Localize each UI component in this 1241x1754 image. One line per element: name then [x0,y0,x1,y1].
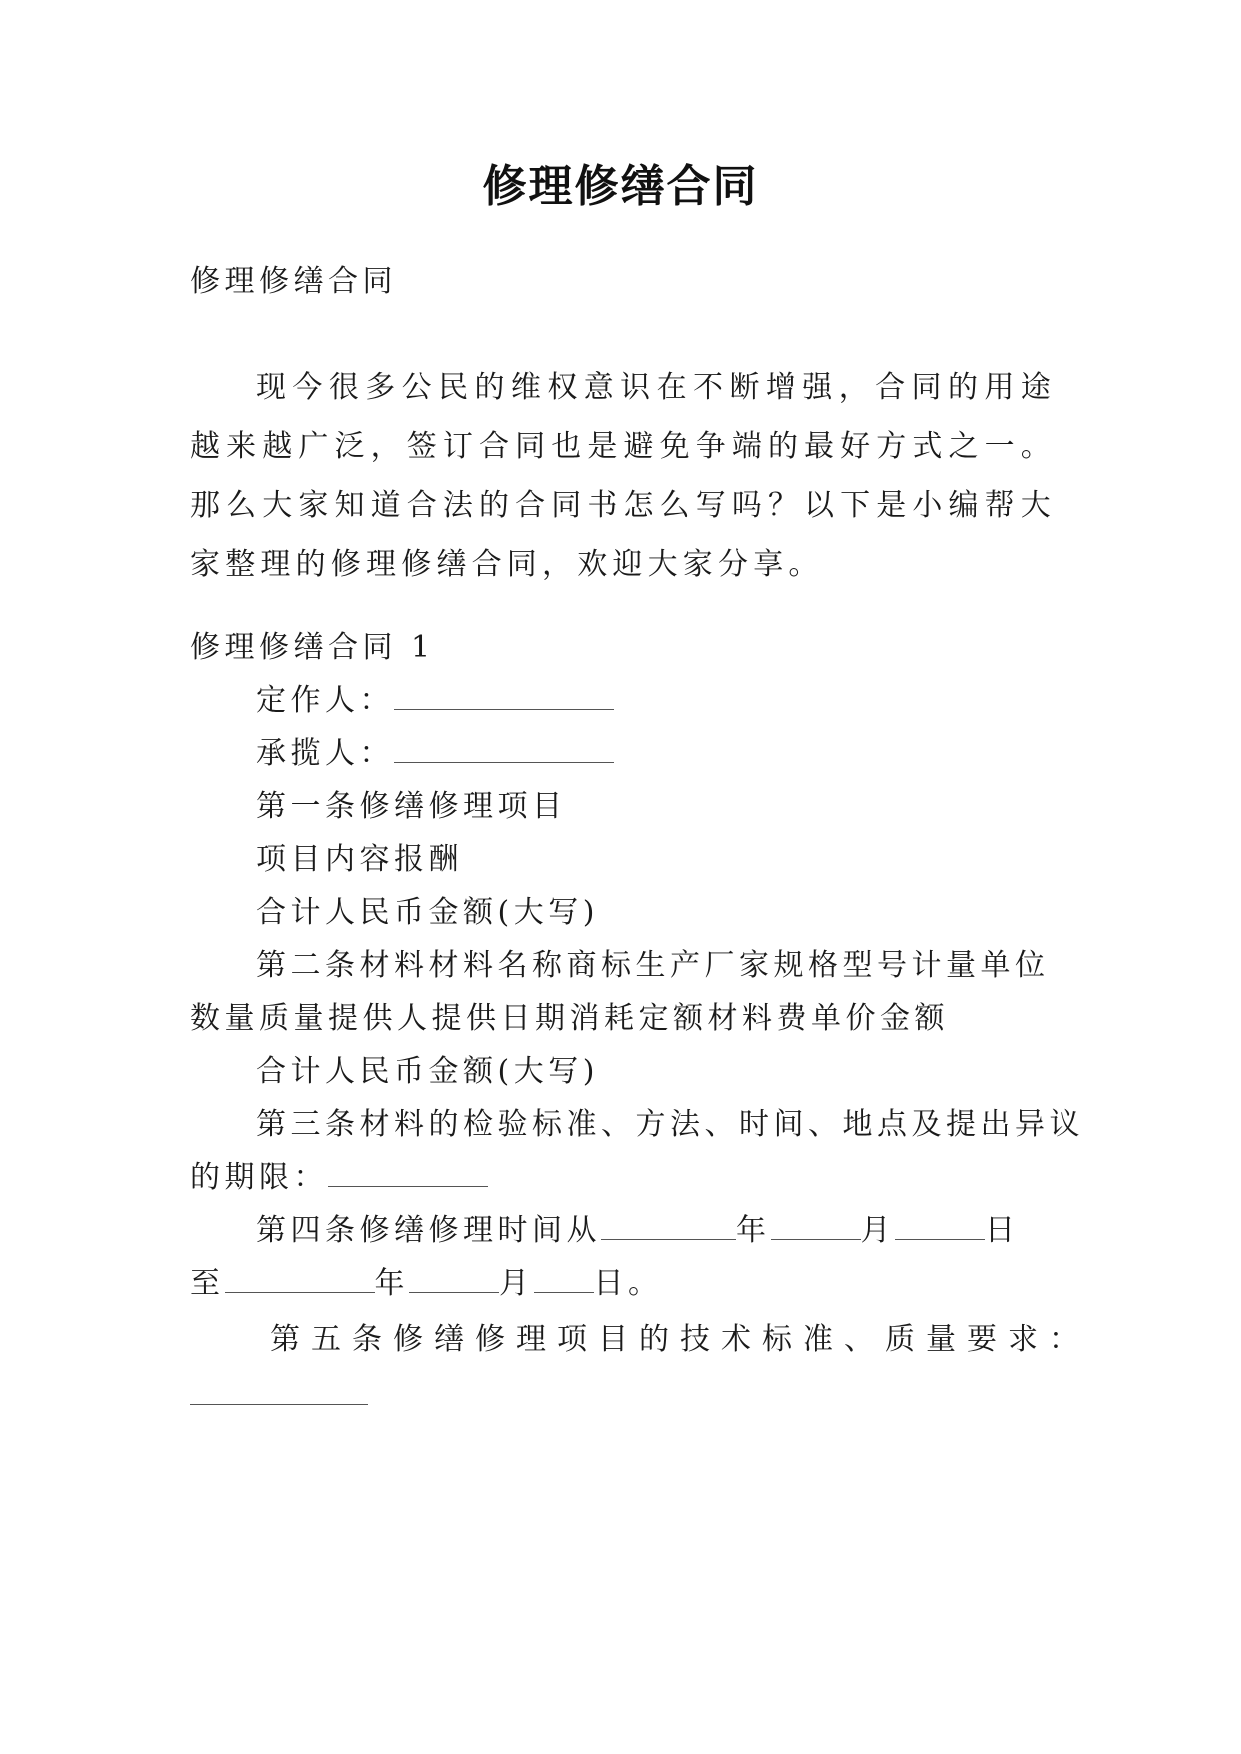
project-columns: 项目内容报酬 [256,842,463,877]
article-3-deadline-label: 的期限： [190,1160,328,1195]
end-month-label: 月 [499,1266,534,1301]
document-title: 修理修缮合同 [482,161,759,212]
end-year-blank[interactable] [225,1264,375,1293]
orderer-line [256,681,1126,721]
total-rmb-2: 合计人民币金额(大写) [256,1054,599,1089]
start-month-label: 月 [860,1213,895,1248]
orderer-label: 定作人： [256,683,394,718]
end-day-label: 日。 [593,1266,663,1301]
article-5-blank[interactable] [190,1376,368,1405]
end-year-label: 年 [374,1266,409,1301]
article-4-start-label: 第四条修缮修理时间从 [256,1213,601,1248]
contractor-line [256,734,1126,774]
article-2-line-2: 数量质量提供人提供日期消耗定额材料费单价金额 [190,1001,949,1036]
contractor-label: 承揽人： [256,736,394,771]
article-3-line-2 [190,1158,1060,1198]
total-rmb-1: 合计人民币金额(大写) [256,895,599,930]
article-4-to-label: 至 [190,1266,225,1301]
contract-heading: 修理修缮合同 1 [190,630,435,665]
article-2-line-1: 第二条材料材料名称商标生产厂家规格型号计量单位 [256,948,1050,983]
end-month-blank[interactable] [409,1264,499,1293]
article-4-line-1 [256,1211,1126,1251]
article-5-blank-line [190,1376,1060,1416]
article-3-deadline-blank[interactable] [328,1158,488,1187]
contractor-blank[interactable] [394,734,614,763]
article-3-line-1: 第三条材料的检验标准、方法、时间、地点及提出异议 [256,1107,1084,1142]
start-month-blank[interactable] [771,1211,861,1240]
document-subtitle: 修理修缮合同 [190,264,397,299]
start-day-blank[interactable] [895,1211,985,1240]
article-4-line-2 [190,1264,1060,1304]
article-1: 第一条修缮修理项目 [256,789,567,824]
start-year-label: 年 [736,1213,771,1248]
intro-paragraph: 现今很多公民的维权意识在不断增强，合同的用途越来越广泛，签订合同也是避免争端的最好方式之一。那么大家知道合法的合同书怎么写吗？以下是小编帮大家整理的修理修缮合同，欢迎大家分享。 [190,370,1056,582]
orderer-blank[interactable] [394,681,614,710]
start-day-label: 日 [985,1213,1020,1248]
article-5: 第五条修缮修理项目的技术标准、质量要求： [270,1322,1090,1357]
start-year-blank[interactable] [601,1211,736,1240]
end-day-blank[interactable] [534,1264,594,1293]
